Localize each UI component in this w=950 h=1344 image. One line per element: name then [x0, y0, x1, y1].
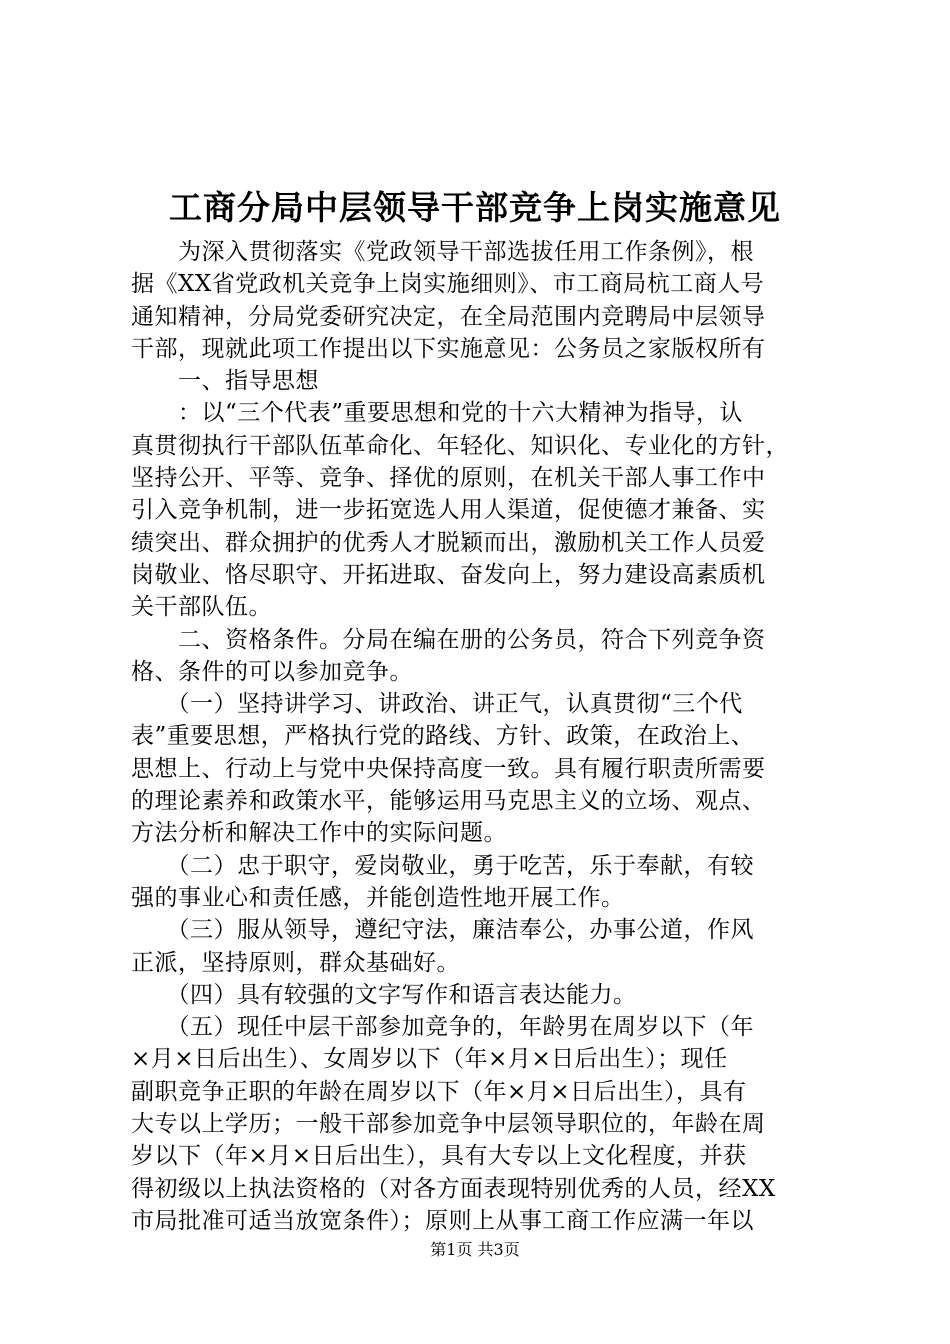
body-line: 思想上、行动上与党中央保持高度一致。具有履行职责所需要	[131, 755, 766, 782]
body-line: 副职竞争正职的年龄在周岁以下（年×月×日后出生），具有	[131, 1078, 747, 1105]
body-line: 得初级以上执法资格的（对各方面表现特别优秀的人员，经XX	[131, 1175, 776, 1202]
body-line: 格、条件的可以参加竞争。	[131, 658, 413, 685]
body-line: 引入竞争机制，进一步拓宽选人用人渠道，促使德才兼备、实	[131, 497, 766, 524]
body-line: 关干部队伍。	[131, 594, 272, 621]
body-line: 为深入贯彻落实《党政领导干部选拔任用工作条例》，根	[131, 239, 754, 265]
body-line: 正派，坚持原则，群众基础好。	[131, 949, 460, 976]
body-line: 真贯彻执行干部队伍革命化、年轻化、知识化、专业化的方针，	[131, 432, 789, 459]
document-body	[131, 236, 831, 1237]
body-line: 一、指导思想	[131, 368, 319, 395]
body-line: 坚持公开、平等、竞争、择优的原则，在机关干部人事工作中	[131, 465, 766, 492]
body-line: ：以“三个代表”重要思想和党的十六大精神为指导，认	[131, 400, 744, 427]
body-line: （四）具有较强的文字写作和语言表达能力。	[131, 981, 637, 1008]
body-line: 据《XX省党政机关竞争上岗实施细则》、市工商局杭工商人号	[131, 271, 765, 298]
body-line: 绩突出、群众拥护的优秀人才脱颖而出，激励机关工作人员爱	[131, 529, 766, 556]
document-title: 工商分局中层领导干部竞争上岗实施意见	[169, 188, 781, 227]
page-footer: 第1页 共3页	[430, 1240, 520, 1259]
body-line: 二、资格条件。分局在编在册的公务员，符合下列竞争资	[131, 626, 766, 653]
body-line: （二）忠于职守，爱岗敬业，勇于吃苦，乐于奉献，有较	[131, 852, 754, 879]
body-line: 通知精神，分局党委研究决定，在全局范围内竞聘局中层领导	[131, 303, 766, 330]
body-line: （五）现任中层干部参加竞争的，年龄男在周岁以下（年	[131, 1014, 754, 1041]
body-line: 岁以下（年×月×日后出生），具有大专以上文化程度，并获	[131, 1143, 747, 1170]
body-line: 干部，现就此项工作提出以下实施意见：公务员之家版权所有	[131, 335, 766, 362]
body-line: 强的事业心和责任感，并能创造性地开展工作。	[131, 884, 625, 911]
body-line: ×月×日后出生）、女周岁以下（年×月×日后出生）；现任	[131, 1046, 728, 1073]
body-line: （三）服从领导，遵纪守法，廉洁奉公，办事公道，作风	[131, 917, 754, 944]
body-line: （一）坚持讲学习、讲政治、讲正气，认真贯彻“三个代	[131, 691, 743, 718]
body-line: 大专以上学历；一般干部参加竞争中层领导职位的，年龄在周	[131, 1111, 766, 1138]
body-line: 的理论素养和政策水平，能够运用马克思主义的立场、观点、	[131, 788, 766, 815]
body-line: 表”重要思想，严格执行党的路线、方针、政策，在政治上、	[131, 723, 755, 750]
body-line: 方法分析和解决工作中的实际问题。	[131, 820, 507, 847]
body-line: 市局批准可适当放宽条件）；原则上从事工商工作应满一年以	[131, 1207, 754, 1234]
body-line: 岗敬业、恪尽职守、开拓进取、奋发向上，努力建设高素质机	[131, 561, 766, 588]
